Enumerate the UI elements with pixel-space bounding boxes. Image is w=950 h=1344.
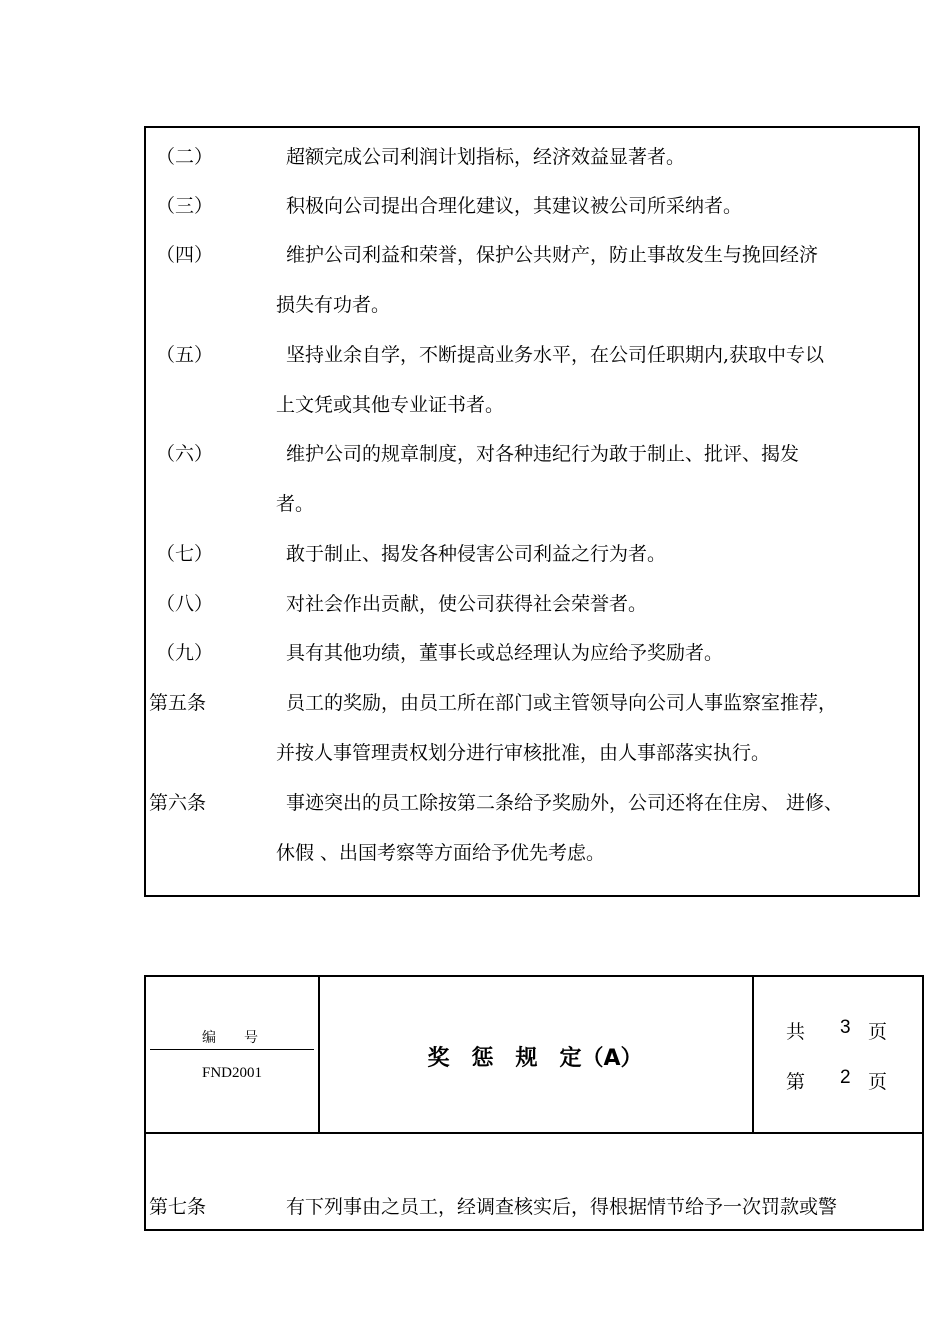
current-page bbox=[786, 1067, 888, 1094]
clause-item bbox=[146, 240, 918, 270]
clause-item bbox=[146, 589, 918, 619]
clause-number: （七） bbox=[156, 543, 214, 565]
code-divider bbox=[150, 1049, 314, 1050]
clause-number: （四） bbox=[156, 244, 214, 266]
article-item bbox=[146, 688, 918, 718]
code-label: 编 号 bbox=[202, 1030, 258, 1046]
clause-text: 敢于制止、揭发各种侵害公司利益之行为者。 bbox=[286, 543, 667, 565]
page-prefix: 第 bbox=[786, 1071, 806, 1093]
clause-item bbox=[146, 539, 918, 569]
clause-text: 上文凭或其他专业证书者。 bbox=[276, 394, 505, 416]
total-pages-value: 3 bbox=[840, 1017, 851, 1038]
document-title: 奖 惩 规 定（A） bbox=[427, 1046, 643, 1071]
clause-text: 积极向公司提出合理化建议，其建议被公司所采纳者。 bbox=[286, 195, 743, 217]
clause-text: 具有其他功绩，董事长或总经理认为应给予奖励者。 bbox=[286, 642, 724, 664]
clause-continuation bbox=[146, 390, 918, 420]
clause-number: （八） bbox=[156, 593, 214, 615]
clause-number: （六） bbox=[156, 443, 214, 465]
clause-text: 对社会作出贡献，使公司获得社会荣誉者。 bbox=[286, 593, 648, 615]
clause-continuation bbox=[146, 489, 918, 519]
clause-text: 损失有功者。 bbox=[276, 294, 391, 316]
article-text: 有下列事由之员工，经调查核实后，得根据情节给予一次罚款或警 bbox=[286, 1196, 838, 1218]
clause-text: 者。 bbox=[276, 493, 315, 515]
clause-item bbox=[146, 191, 918, 221]
clause-text: 坚持业余自学，不断提高业务水平，在公司任职期内,获取中专以 bbox=[286, 344, 825, 366]
article-continuation bbox=[146, 838, 918, 868]
title-cell bbox=[318, 977, 754, 1132]
article-text: 休假 、出国考察等方面给予优先考虑。 bbox=[276, 842, 606, 864]
article-text: 事迹突出的员工除按第二条给予奖励外，公司还将在住房、 进修、 bbox=[286, 792, 844, 814]
article-text: 员工的奖励，由员工所在部门或主管领导向公司人事监察室推荐， bbox=[286, 692, 838, 714]
article-number: 第六条 bbox=[149, 792, 207, 814]
header-row bbox=[146, 977, 922, 1134]
article-item bbox=[146, 1192, 922, 1222]
clause-text: 维护公司的规章制度，对各种违纪行为敢于制止、批评、揭发 bbox=[286, 443, 800, 465]
clause-continuation bbox=[146, 290, 918, 320]
article-number: 第七条 bbox=[149, 1196, 207, 1218]
total-prefix: 共 bbox=[786, 1021, 806, 1043]
clause-box bbox=[144, 126, 920, 897]
article-text: 并按人事管理责权划分进行审核批准，由人事部落实执行。 bbox=[276, 742, 771, 764]
current-page-value: 2 bbox=[840, 1067, 851, 1088]
article-continuation bbox=[146, 738, 918, 768]
clause-number: （三） bbox=[156, 195, 214, 217]
clause-number: （九） bbox=[156, 642, 214, 664]
clause-number: （五） bbox=[156, 344, 214, 366]
code-value: FND2001 bbox=[201, 1065, 262, 1081]
pages-cell bbox=[752, 977, 922, 1132]
clause-number: （二） bbox=[156, 146, 214, 168]
clause-item bbox=[146, 439, 918, 469]
article-item bbox=[146, 788, 918, 818]
clause-item bbox=[146, 638, 918, 668]
page-unit: 页 bbox=[868, 1071, 888, 1093]
clause-text: 超额完成公司利润计划指标，经济效益显著者。 bbox=[286, 146, 686, 168]
code-cell bbox=[146, 977, 320, 1132]
total-pages bbox=[786, 1017, 888, 1044]
article-number: 第五条 bbox=[149, 692, 207, 714]
clause-text: 维护公司利益和荣誉，保护公共财产，防止事故发生与挽回经济 bbox=[286, 244, 819, 266]
document-header-box bbox=[144, 975, 924, 1231]
page-unit: 页 bbox=[868, 1021, 888, 1043]
clause-item bbox=[146, 142, 918, 172]
clause-item bbox=[146, 340, 918, 370]
